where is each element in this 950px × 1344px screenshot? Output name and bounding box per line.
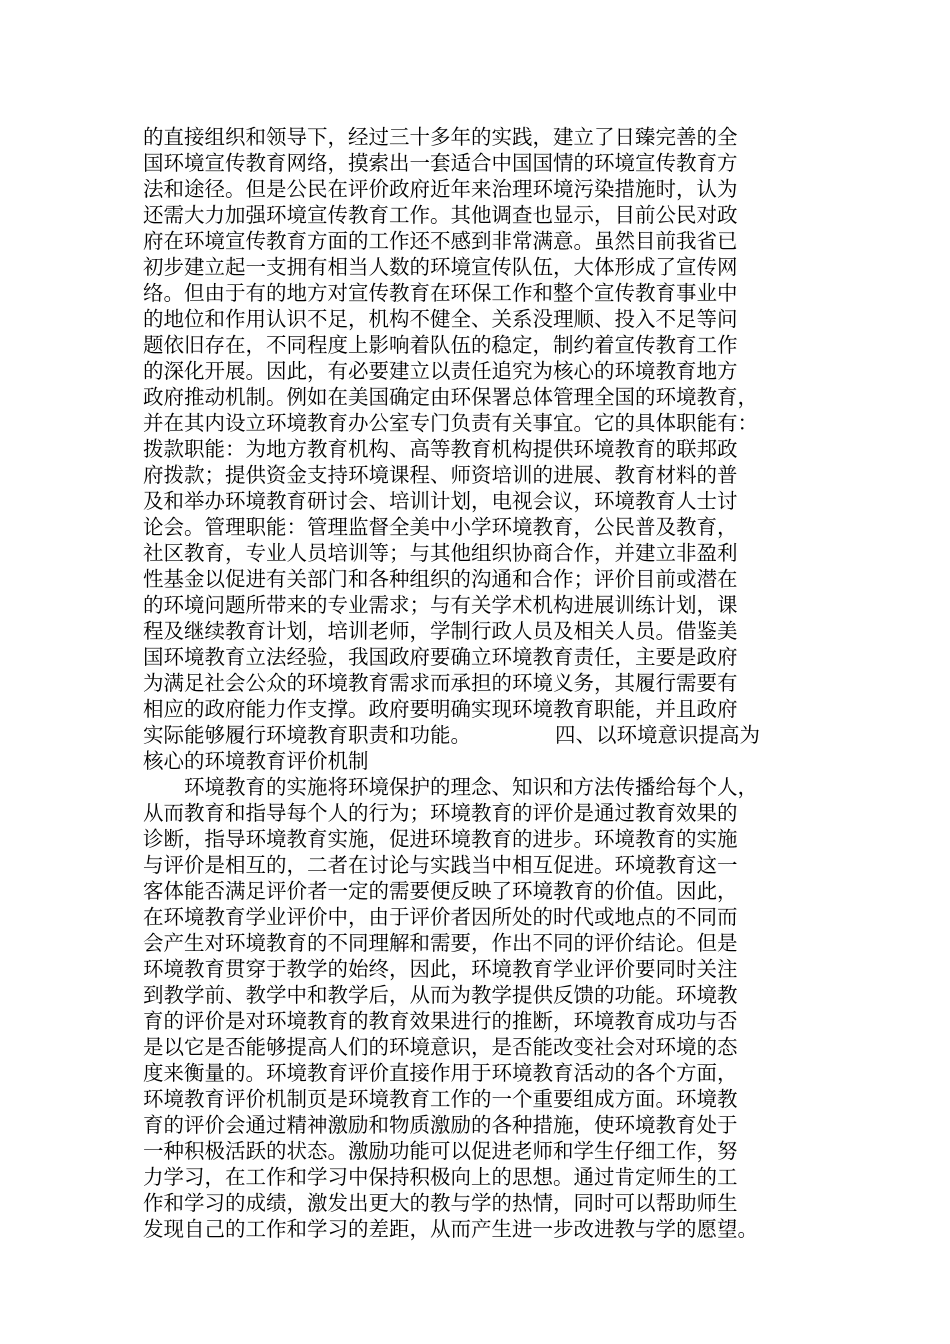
text-line: 并在其内设立环境教育办公室专门负责有关事宜。它的具体职能有： bbox=[143, 411, 758, 435]
text-line: 力学习，在工作和学习中保持积极向上的思想。通过肯定师生的工 bbox=[143, 1165, 738, 1189]
text-line: 的直接组织和领导下，经过三十多年的实践，建立了日臻完善的全 bbox=[143, 125, 738, 149]
text-line: 性基金以促进有关部门和各种组织的沟通和合作；评价目前或潜在 bbox=[143, 567, 738, 591]
text-line: 及和举办环境教育研讨会、培训计划，电视会议，环境教育人士讨 bbox=[143, 489, 738, 513]
paragraph-1 bbox=[143, 124, 813, 774]
text-line: 社区教育，专业人员培训等；与其他组织协商合作，并建立非盈利 bbox=[143, 541, 738, 565]
paragraph-1-last-line: 实际能够履行环境教育职责和功能。 bbox=[143, 723, 471, 747]
text-line: 相应的政府能力作支撑。政府要明确实现环境教育职能，并且政府 bbox=[143, 697, 738, 721]
section-heading-part1: 四、以环境意识提高为 bbox=[555, 723, 760, 747]
text-line: 府拨款；提供资金支持环境课程、师资培训的进展、教育材料的普 bbox=[143, 463, 738, 487]
document-body bbox=[143, 124, 813, 1242]
text-line: 发现自己的工作和学习的差距，从而产生进一步改进教与学的愿望。 bbox=[143, 1217, 758, 1241]
text-line: 拨款职能：为地方教育机构、高等教育机构提供环境教育的联邦政 bbox=[143, 437, 738, 461]
text-line: 的环境问题所带来的专业需求；与有关学术机构进展训练计划，课 bbox=[143, 593, 738, 617]
text-line: 在环境教育学业评价中，由于评价者因所处的时代或地点的不同而 bbox=[143, 905, 738, 929]
text-line: 与评价是相互的，二者在讨论与实践当中相互促进。环境教育这一 bbox=[143, 853, 738, 877]
text-line: 初步建立起一支拥有相当人数的环境宣传队伍，大体形成了宣传网 bbox=[143, 255, 738, 279]
text-line: 的地位和作用认识不足，机构不健全、关系没理顺、投入不足等问 bbox=[143, 307, 738, 331]
text-line: 到教学前、教学中和教学后，从而为教学提供反馈的功能。环境教 bbox=[143, 983, 738, 1007]
text-line: 育的评价会通过精神激励和物质激励的各种措施，使环境教育处于 bbox=[143, 1113, 738, 1137]
text-line: 环境教育的实施将环境保护的理念、知识和方法传播给每个人， bbox=[184, 775, 758, 799]
text-line: 为满足社会公众的环境教育需求而承担的环境义务，其履行需要有 bbox=[143, 671, 738, 695]
section-heading-part2: 核心的环境教育评价机制 bbox=[143, 749, 369, 773]
text-line: 育的评价是对环境教育的教育效果进行的推断，环境教育成功与否 bbox=[143, 1009, 738, 1033]
text-line: 一种积极活跃的状态。激励功能可以促进老师和学生仔细工作，努 bbox=[143, 1139, 738, 1163]
text-line: 从而教育和指导每个人的行为；环境教育的评价是通过教育效果的 bbox=[143, 801, 738, 825]
text-line: 是以它是否能够提高人们的环境意识，是否能改变社会对环境的态 bbox=[143, 1035, 738, 1059]
text-line: 法和途径。但是公民在评价政府近年来治理环境污染措施时，认为 bbox=[143, 177, 738, 201]
text-line: 府在环境宣传教育方面的工作还不感到非常满意。虽然目前我省已 bbox=[143, 229, 738, 253]
text-line: 国环境宣传教育网络，摸索出一套适合中国国情的环境宣传教育方 bbox=[143, 151, 738, 175]
text-line: 还需大力加强环境宣传教育工作。其他调查也显示，目前公民对政 bbox=[143, 203, 738, 227]
text-line: 度来衡量的。环境教育评价直接作用于环境教育活动的各个方面， bbox=[143, 1061, 738, 1085]
text-line: 诊断，指导环境教育实施，促进环境教育的进步。环境教育的实施 bbox=[143, 827, 738, 851]
text-line-with-heading bbox=[143, 722, 813, 748]
paragraph-2 bbox=[143, 774, 813, 1242]
text-line: 政府推动机制。例如在美国确定由环保署总体管理全国的环境教育， bbox=[143, 385, 758, 409]
text-line: 环境教育评价机制页是环境教育工作的一个重要组成方面。环境教 bbox=[143, 1087, 738, 1111]
text-line: 会产生对环境教育的不同理解和需要，作出不同的评价结论。但是 bbox=[143, 931, 738, 955]
text-line: 环境教育贯穿于教学的始终，因此，环境教育学业评价要同时关注 bbox=[143, 957, 738, 981]
text-line: 作和学习的成绩，激发出更大的教与学的热情，同时可以帮助师生 bbox=[143, 1191, 738, 1215]
text-line: 络。但由于有的地方对宣传教育在环保工作和整个宣传教育事业中 bbox=[143, 281, 738, 305]
text-line: 题依旧存在，不同程度上影响着队伍的稳定，制约着宣传教育工作 bbox=[143, 333, 738, 357]
text-line: 程及继续教育计划，培训老师，学制行政人员及相关人员。借鉴美 bbox=[143, 619, 738, 643]
text-line: 客体能否满足评价者一定的需要便反映了环境教育的价值。因此， bbox=[143, 879, 738, 903]
text-line: 的深化开展。因此，有必要建立以责任追究为核心的环境教育地方 bbox=[143, 359, 738, 383]
text-line: 论会。管理职能：管理监督全美中小学环境教育，公民普及教育， bbox=[143, 515, 738, 539]
text-line: 国环境教育立法经验，我国政府要确立环境教育责任，主要是政府 bbox=[143, 645, 738, 669]
